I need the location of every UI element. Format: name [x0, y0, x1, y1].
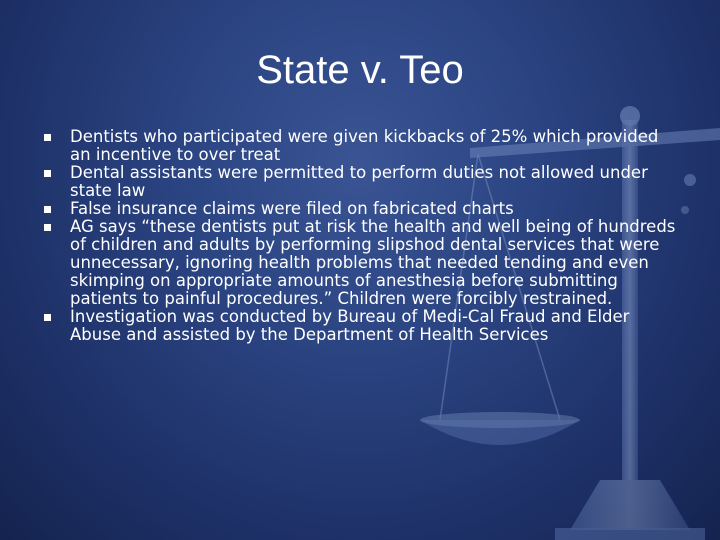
square-bullet-icon: [44, 206, 51, 213]
bullet-text: False insurance claims were filed on fabricated charts: [70, 199, 514, 218]
square-bullet-icon: [44, 224, 51, 231]
bullet-list: [44, 128, 680, 344]
bullet-text: Investigation was conducted by Bureau of Medi-Cal Fraud and Elder Abuse and assisted by the Department of Health Services: [70, 307, 630, 344]
bullet-item: [44, 218, 680, 308]
square-bullet-icon: [44, 134, 51, 141]
bullet-item: [44, 200, 680, 218]
slide-title: State v. Teo: [256, 48, 464, 92]
bullet-text: Dental assistants were permitted to perform duties not allowed under state law: [70, 163, 648, 200]
square-bullet-icon: [44, 170, 51, 177]
bullet-item: [44, 308, 680, 344]
bullet-text: Dentists who participated were given kickbacks of 25% which provided an incentive to over treat: [70, 127, 659, 164]
square-bullet-icon: [44, 314, 51, 321]
bullet-item: [44, 128, 680, 164]
bullet-item: [44, 164, 680, 200]
bullet-text: AG says “these dentists put at risk the health and well being of hundreds of children and adults by performing slipshod dental services that were unnecessary, ignoring health problems that needed tending and even skimping on appropriate amounts of anesthesia before submitting patients to painful procedures.” Children were forcibly restrained.: [70, 217, 676, 308]
